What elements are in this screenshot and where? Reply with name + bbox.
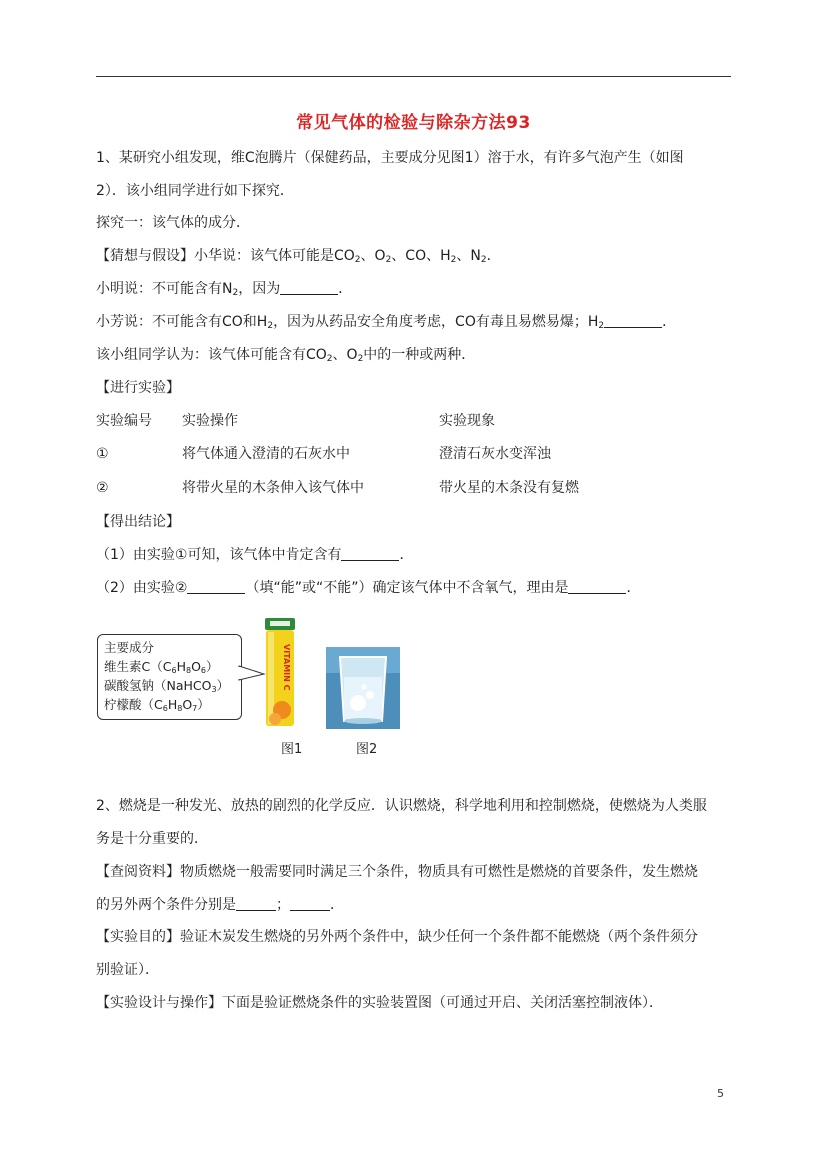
xiaoming-prefix: 小明说：不可能含有 [96, 281, 222, 297]
table-cell: 将带火星的木条伸入该气体中 [182, 480, 364, 496]
page-number: 5 [717, 1087, 724, 1100]
gas-h2: H [440, 248, 451, 264]
design-text: 下面是验证燃烧条件的实验装置图（可通过开启、关闭活塞控制液体）． [222, 995, 663, 1011]
experiment-label: 【进行实验】 [96, 380, 180, 396]
period: ． [330, 897, 344, 913]
gas-n2: N [470, 248, 481, 264]
conclusion-2a: （2）由实验② [96, 580, 188, 596]
explore-heading: 探究一：该气体的成分． [96, 215, 250, 231]
design-line [96, 993, 663, 1013]
conclusion-label: 【得出结论】 [96, 514, 180, 530]
group-mid: 、O [332, 347, 358, 363]
group-rest: 中的一种或两种． [363, 347, 476, 363]
answer-blank[interactable] [290, 896, 330, 911]
callout-line [104, 697, 210, 717]
answer-blank[interactable] [604, 313, 662, 328]
callout-line: 碳酸氢钠（NaHCO$_3$） [104, 678, 230, 694]
callout-text: 碳酸氢钠（NaHCO [104, 678, 212, 693]
glass-image [326, 647, 400, 729]
conclusion-1 [96, 545, 413, 565]
conclusion-2 [96, 578, 640, 598]
ingredients-callout [97, 634, 242, 720]
goal-line2: 别验证）． [96, 962, 159, 978]
period: ． [662, 314, 677, 330]
callout-text: ） [197, 697, 210, 712]
callout-text: H [167, 697, 178, 712]
goal-line [96, 927, 698, 947]
answer-blank[interactable] [568, 579, 626, 594]
callout-text: H [176, 659, 186, 674]
separator: ； [276, 897, 290, 913]
goal-text: 验证木炭发生燃烧的另外两个条件中，缺少任何一个条件都不能燃烧（两个条件须分 [180, 929, 698, 945]
guess-label: 【猜想与假设】 [96, 248, 194, 264]
table-header-op: 实验操作 [182, 413, 238, 429]
callout-text: 维生素C（C [104, 659, 172, 674]
sub: 6 [200, 666, 206, 675]
consult-label: 【查阅资料】 [96, 864, 180, 880]
callout-text: ） [206, 659, 219, 674]
callout-text: 柠檬酸（C [104, 697, 163, 712]
period: ． [338, 281, 353, 297]
table-header-obs: 实验现象 [439, 413, 495, 429]
xiaoming-mid: ，因为 [238, 281, 281, 297]
consult-line2 [96, 895, 344, 915]
sub: 8 [185, 666, 192, 675]
figure-2-label: 图2 [356, 742, 378, 757]
sub: 6 [162, 704, 168, 713]
consult-line2a: 的另外两个条件分别是 [96, 897, 236, 913]
gas-o2: O [374, 248, 386, 264]
callout-text: O [191, 659, 201, 674]
table-cell: 将气体通入澄清的石灰水中 [182, 446, 350, 462]
consult-line [96, 862, 698, 882]
callout-text: ） [216, 678, 230, 693]
goal-label: 【实验目的】 [96, 929, 180, 945]
q2-line2: 务是十分重要的． [96, 831, 208, 847]
consult-text: 物质燃烧一般需要同时满足三个条件，物质具有可燃性是燃烧的首要条件，发生燃烧 [180, 864, 698, 880]
group-prefix: 该小组同学认为：该气体可能含有CO [96, 347, 327, 363]
period: ． [626, 580, 641, 596]
table-cell: 澄清石灰水变浑浊 [439, 446, 551, 462]
table-cell: ② [96, 480, 109, 496]
callout-line [104, 659, 219, 679]
sub: 8 [177, 704, 183, 713]
q1-line2: 2）．该小组同学进行如下探究． [96, 183, 294, 199]
callout-text: O [182, 697, 193, 712]
header-rule [96, 76, 731, 77]
sub: 7 [192, 704, 198, 713]
table-header-no: 实验编号 [96, 413, 152, 429]
conclusion-1-text: （1）由实验①可知，该气体中肯定含有 [96, 547, 342, 563]
callout-line: 主要成分 [104, 640, 155, 655]
tube-label: VITAMIN C [282, 644, 291, 691]
xiaofang-line: 小芳说：不可能含有CO和$H_2$，因为从药品安全角度考虑，CO有毒且易燃易爆；$H_2$ ． [96, 314, 677, 331]
table-cell: ① [96, 446, 109, 462]
page-title: 常见气体的检验与除杂方法93 [296, 113, 531, 133]
gas-co: CO [405, 248, 427, 264]
guess-prefix: 小华说：该气体可能是 [194, 248, 334, 264]
conclusion-2b: （填“能”或“不能”）确定该气体中不含氧气，理由是 [245, 580, 569, 596]
gas-co2: CO [334, 248, 355, 264]
period: ． [399, 547, 414, 563]
xiaofang-rest: ，因为从药品安全角度考虑，CO有毒且易燃易爆；H [273, 314, 599, 330]
answer-blank[interactable] [236, 896, 276, 911]
design-label: 【实验设计与操作】 [96, 995, 222, 1011]
guess-line: 【猜想与假设】小华说：该气体可能是$CO_2$、$O_2$、CO、$H_2$、$N_2$． [96, 248, 501, 265]
figure-1-label: 图1 [281, 742, 303, 757]
table-cell: 带火星的木条没有复燃 [439, 480, 579, 496]
answer-blank[interactable] [280, 280, 338, 295]
answer-blank[interactable] [341, 546, 399, 561]
xiaoming-line: 小明说：不可能含有$N_2$，因为 ． [96, 281, 353, 298]
q1-line1: 1、某研究小组发现，维C泡腾片（保健药品，主要成分见图1）溶于水，有许多气泡产生（如图 [96, 150, 684, 166]
vitamin-tube-image [262, 618, 298, 730]
group-line: 该小组同学认为：该气体可能含有$CO_2$、$O_2$中的一种或两种． [96, 347, 476, 364]
q2-line1: 2、燃烧是一种发光、放热的剧烈的化学反应．认识燃烧，科学地利用和控制燃烧，使燃烧为人类服 [96, 798, 707, 814]
answer-blank[interactable] [187, 579, 245, 594]
sub: 6 [171, 666, 177, 675]
xiaofang-text: 小芳说：不可能含有CO和H [96, 314, 268, 330]
